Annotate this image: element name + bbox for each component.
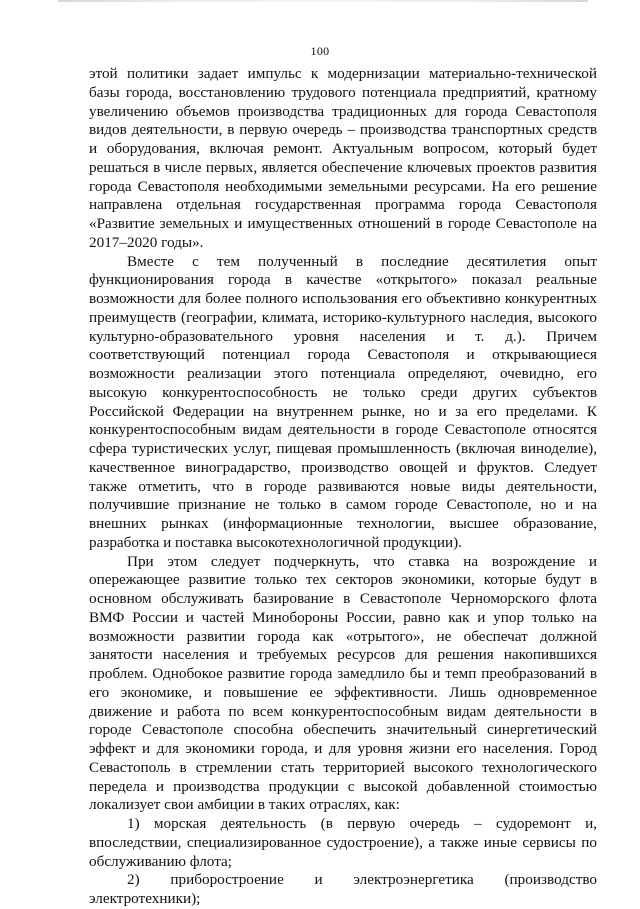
paragraph-balanced-development: При этом следует подчеркнуть, что ставка на возрождение и опережающее развитие только тех секторов экономики, которые будут в основном обслуживать базирование в Севастополе Черноморского флота ВМФ России и частей Минобороны России, равно как и упор только на возможности развитии города как «отрытого», не обеспечат должной занятости населения и требуемых ресурсов для решения накопившихся проблем. Однобокое развитие города замедлило бы и темп преобразований в его экономике, и повышение ее эффективности. Лишь одновременное движение и работа по всем конкурентоспособным видам деятельности в городе Севастополе способна обеспечить значительный синергетический эффект и для экономики города, и для уровня жизни его населения. Город Севастополь в стремлении стать территорией высокого технологического передела и производства продукции с высокой добавленной стоимостью локализует свои амбиции в таких отраслях, как:: [89, 552, 597, 814]
list-item-maritime: 1) морская деятельность (в первую очередь – судоремонт и, впоследствии, специализированное судостроение), а также иные сервисы по обслуживанию флота;: [89, 815, 597, 870]
paragraph-open-city-experience: Вместе с тем полученный в последние десятилетия опыт функционирования города в качестве «открытого» показал реальные возможности для более полного использования его объективно конкурентных преимуществ (географии, климата, историко-культурного наследия, высокого культурно-образовательного уровня населения и т. д.). Причем соответствующий потенциал города Севастополя и открывающиеся возможности реализации этого потенциала определяют, очевидно, его высокую конкурентоспособность не только среди других субъектов Российской Федерации на внутреннем рынке, но и за его пределами. К конкурентоспособным видам деятельности в городе Севастополе относятся сфера туристических услуг, пищевая промышленность (включая виноделие), качественное виноградарство, производство овощей и фруктов. Следует также отметить, что в городе развиваются новые виды деятельности, получившие признание не только в самом городе Севастополе, но и на внешних рынках (информационные технологии, высшее образование, разработка и поставка высокотехнологичной продукции).: [89, 252, 597, 551]
scan-edge-mark: [58, 0, 588, 2]
list-item-instrument-making: 2) приборостроение и электроэнергетика (производство электротехники);: [89, 871, 597, 907]
paragraph-continuation: этой политики задает импульс к модернизации материально-технической базы города, восстановлению трудового потенциала предприятий, кратному увеличению объемов производства традиционных для города Севастополя видов деятельности, в первую очередь – производства транспортных средств и оборудования, включая ремонт. Актуальным вопросом, который будет решаться в числе первых, является обеспечение ключевых проектов развития города Севастополя необходимыми земельными ресурсами. На его решение направлена отдельная государственная программа города Севастополя «Развитие земельных и имущественных отношений в городе Севастополе на 2017–2020 годы».: [89, 65, 597, 251]
body-text: [89, 65, 597, 909]
page-number: 100: [310, 44, 330, 58]
